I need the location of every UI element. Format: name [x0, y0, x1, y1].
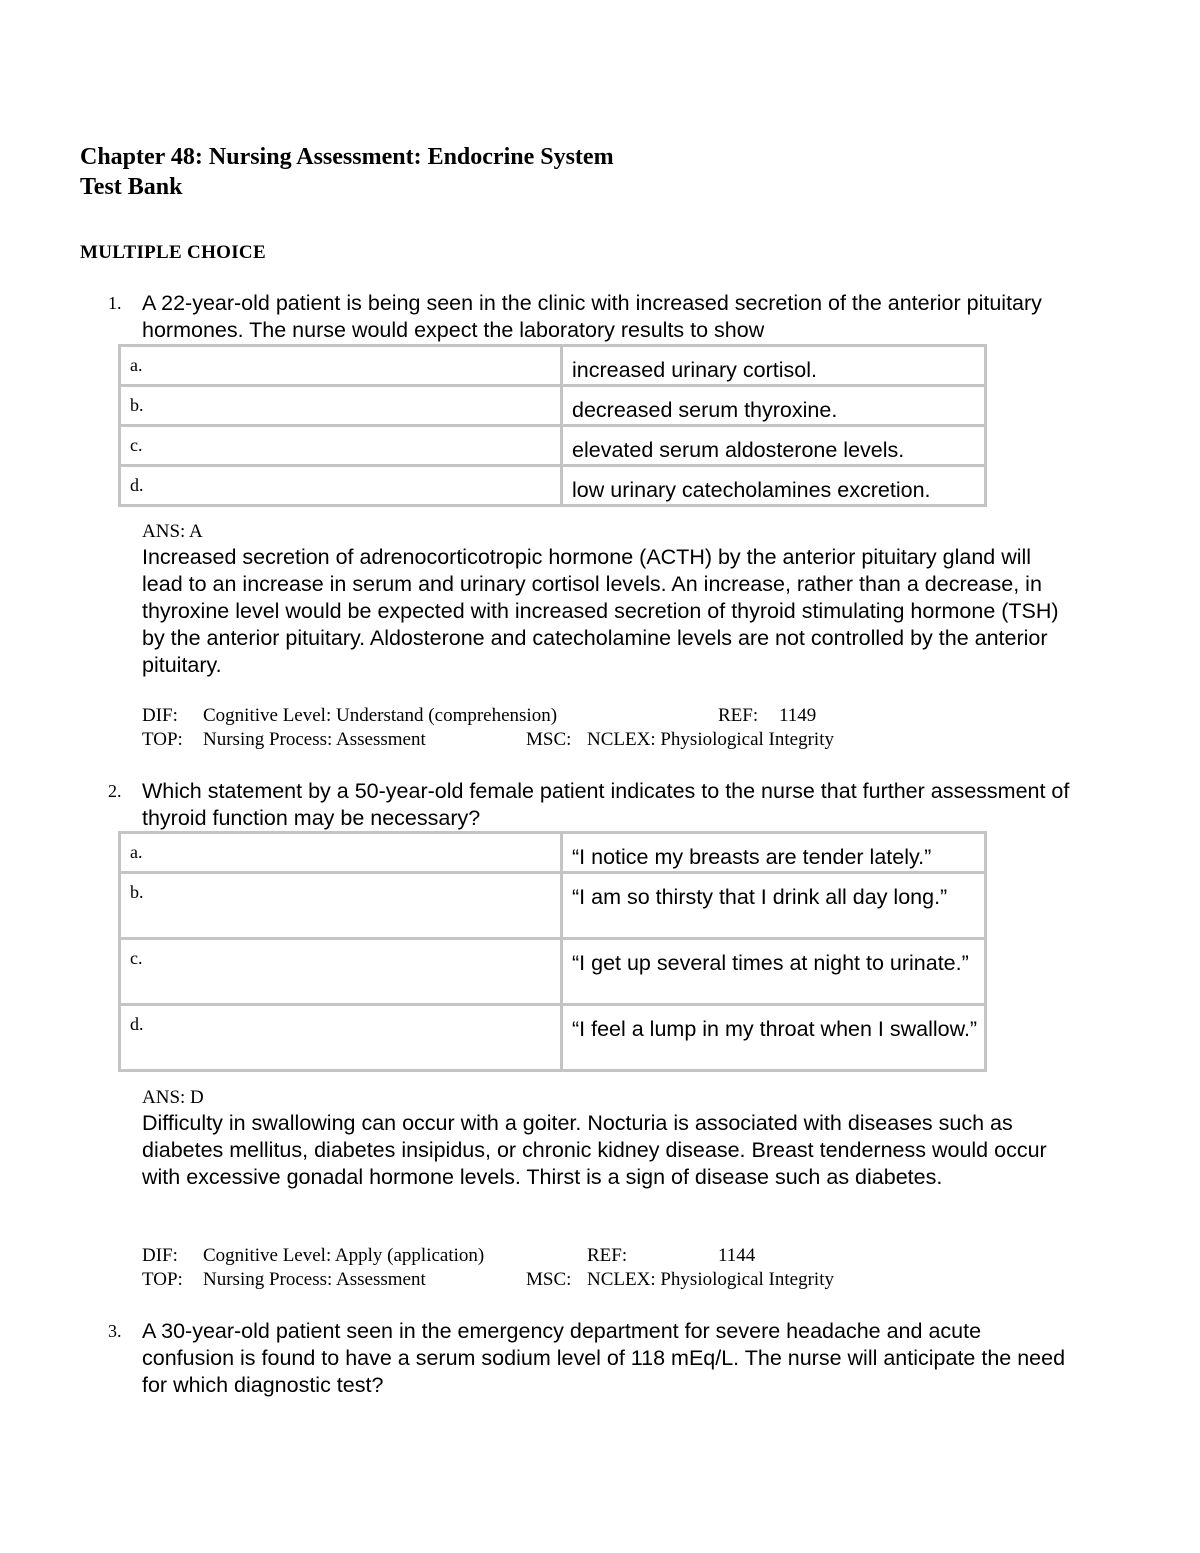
- choice-text: “I get up several times at night to urinate.”: [562, 939, 986, 1005]
- choice-row: [120, 833, 986, 873]
- choice-letter: c.: [120, 426, 562, 466]
- choice-row: [120, 1005, 986, 1071]
- ref-value: 1144: [718, 1245, 756, 1266]
- title-line-1: Chapter 48: Nursing Assessment: Endocrine System: [80, 144, 614, 170]
- choice-row: [120, 939, 986, 1005]
- choice-row: [120, 873, 986, 939]
- msc-label: MSC:: [526, 1269, 572, 1290]
- choice-row: [120, 346, 986, 386]
- top-label: TOP:: [142, 1269, 183, 1290]
- msc-value: NCLEX: Physiological Integrity: [587, 729, 834, 750]
- choice-letter: c.: [120, 939, 562, 1005]
- choice-letter: a.: [120, 346, 562, 386]
- choice-row: [120, 426, 986, 466]
- rationale: Increased secretion of adrenocorticotropic hormone (ACTH) by the anterior pituitary gland will lead to an increase in serum and urinary cortisol levels. An increase, rather than a decrease, in thyroxine level would be expected with increased secretion of thyroid stimulating hormone (TSH) by the anterior pituitary. Aldosterone and catecholamine levels are not controlled by the anterior pituitary.: [142, 545, 1059, 677]
- question-stem: A 22-year-old patient is being seen in the clinic with increased secretion of the anterior pituitary hormones. The nurse would expect the laboratory results to show: [142, 291, 1042, 342]
- choice-text: increased urinary cortisol.: [562, 346, 986, 386]
- question-number: 2.: [108, 781, 122, 801]
- msc-label: MSC:: [526, 729, 572, 750]
- question-number: 3.: [108, 1321, 122, 1341]
- choice-table: [118, 344, 987, 507]
- top-value: Nursing Process: Assessment: [203, 1269, 426, 1290]
- ref-label: REF:: [718, 705, 759, 726]
- choice-row: [120, 386, 986, 426]
- choice-letter: d.: [120, 466, 562, 506]
- dif-value: Cognitive Level: Understand (comprehension): [203, 705, 558, 726]
- choice-letter: a.: [120, 833, 562, 873]
- dif-label: DIF:: [142, 705, 178, 726]
- top-label: TOP:: [142, 729, 183, 750]
- ref-label: REF:: [587, 1245, 628, 1266]
- question-stem: Which statement by a 50-year-old female patient indicates to the nurse that further assessment of thyroid function may be necessary?: [142, 779, 1070, 830]
- msc-value: NCLEX: Physiological Integrity: [587, 1269, 834, 1290]
- answer-key: ANS: D: [142, 1087, 204, 1108]
- choice-row: [120, 466, 986, 506]
- choice-text: “I feel a lump in my throat when I swallow.”: [562, 1005, 986, 1071]
- choice-text: low urinary catecholamines excretion.: [562, 466, 986, 506]
- choice-text: “I am so thirsty that I drink all day long.”: [562, 873, 986, 939]
- answer-key: ANS: A: [142, 521, 203, 542]
- question-stem: A 30-year-old patient seen in the emergency department for severe headache and acute confusion is found to have a serum sodium level of 118 mEq/L. The nurse will anticipate the need for which diagnostic test?: [142, 1319, 1066, 1397]
- choice-text: “I notice my breasts are tender lately.”: [562, 833, 986, 873]
- ref-value: 1149: [779, 705, 817, 726]
- choice-letter: b.: [120, 386, 562, 426]
- rationale: Difficulty in swallowing can occur with a goiter. Nocturia is associated with diseases such as diabetes mellitus, diabetes insipidus, or chronic kidney disease. Breast tenderness would occur with excessive gonadal hormone levels. Thirst is a sign of disease such as diabetes.: [142, 1111, 1047, 1189]
- choice-table: [118, 831, 987, 1072]
- title-line-2: Test Bank: [80, 174, 183, 200]
- answer-block: [142, 1086, 1072, 1191]
- dif-label: DIF:: [142, 1245, 178, 1266]
- dif-value: Cognitive Level: Apply (application): [203, 1245, 485, 1266]
- answer-block: [142, 520, 1072, 679]
- question-number: 1.: [108, 293, 122, 313]
- choice-text: decreased serum thyroxine.: [562, 386, 986, 426]
- choice-letter: b.: [120, 873, 562, 939]
- section-heading: MULTIPLE CHOICE: [80, 242, 266, 263]
- choice-letter: d.: [120, 1005, 562, 1071]
- choice-text: elevated serum aldosterone levels.: [562, 426, 986, 466]
- page-title: [80, 142, 614, 202]
- top-value: Nursing Process: Assessment: [203, 729, 426, 750]
